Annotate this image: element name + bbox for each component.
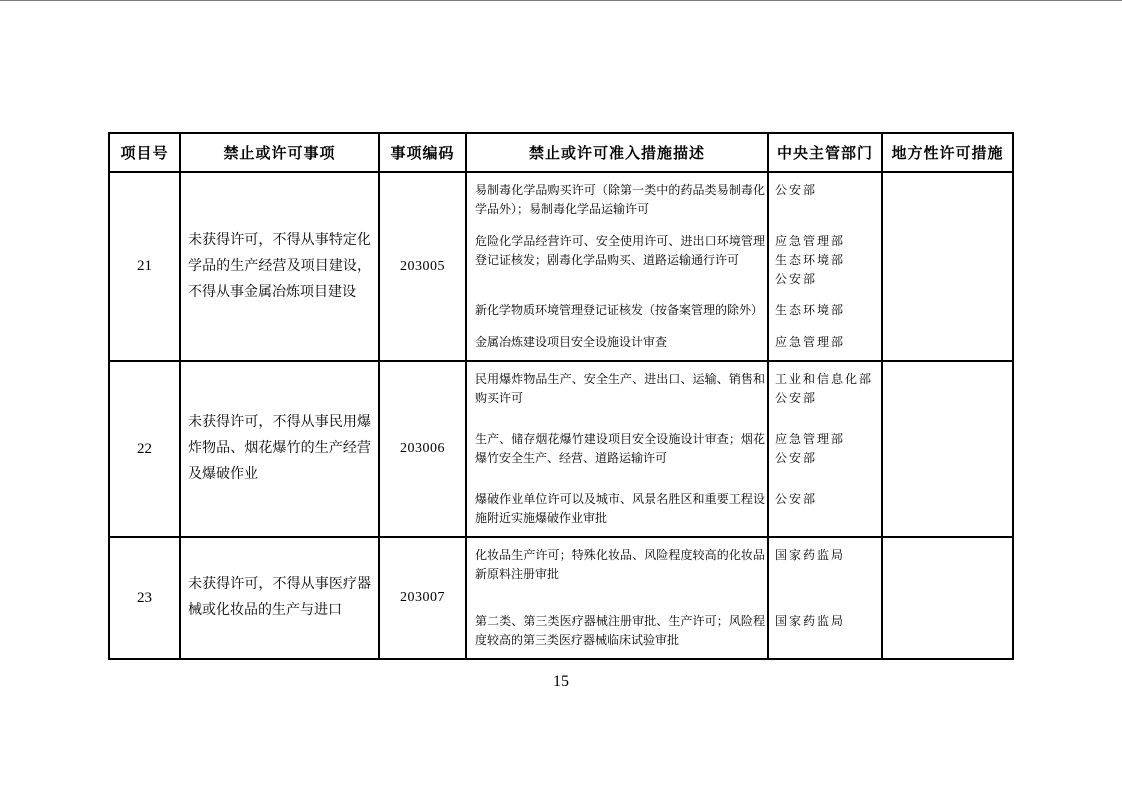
measure-description: 金属冶炼建设项目安全设施设计审查 <box>475 334 668 349</box>
table-row <box>110 362 1012 538</box>
negative-list-table <box>108 132 1014 660</box>
item-cell <box>181 173 380 360</box>
local-measures-cell <box>883 362 1012 536</box>
column-divider <box>767 362 769 536</box>
page-top-edge <box>0 0 1122 1</box>
central-department: 应急管理部 公安部 <box>775 432 846 465</box>
item-number: 21 <box>110 173 181 360</box>
measure-description: 爆破作业单位许可以及城市、风景名胜区和重要工程设施附近实施爆破作业审批 <box>475 492 765 525</box>
central-department: 国家药监局 <box>775 548 846 562</box>
header-item-no: 项目号 <box>110 134 181 171</box>
item-code: 203007 <box>380 538 467 658</box>
column-divider <box>767 538 769 658</box>
central-department: 工业和信息化部 公安部 <box>775 372 874 405</box>
measure-description: 生产、储存烟花爆竹建设项目安全设施设计审查；烟花爆竹安全生产、经营、道路运输许可 <box>475 432 765 465</box>
item-cell <box>181 538 380 658</box>
central-department: 生态环境部 <box>775 303 846 318</box>
table-row <box>110 538 1012 658</box>
local-measures-cell <box>883 173 1012 360</box>
item-code: 203006 <box>380 362 467 536</box>
item-number: 23 <box>110 538 181 658</box>
table-header-row <box>110 134 1012 173</box>
measure-description: 易制毒化学品购买许可（除第一类中的药品类易制毒化学品外）；易制毒化学品运输许可 <box>475 183 765 216</box>
item-description: 未获得许可，不得从事民用爆炸物品、烟花爆竹的生产经营及爆破作业 <box>188 415 371 482</box>
header-measures: 禁止或许可准入措施描述 <box>467 134 769 171</box>
column-divider <box>767 173 769 360</box>
item-cell <box>181 362 380 536</box>
header-item: 禁止或许可事项 <box>181 134 380 171</box>
measure-description: 化妆品生产许可；特殊化妆品、风险程度较高的化妆品新原料注册审批 <box>475 548 765 581</box>
page-number: 15 <box>553 673 569 690</box>
central-department: 国家药监局 <box>775 614 846 628</box>
measure-description: 新化学物质环境管理登记证核发（按备案管理的除外） <box>475 303 764 318</box>
measure-description: 民用爆炸物品生产、安全生产、进出口、运输、销售和购买许可 <box>475 372 765 405</box>
item-code: 203005 <box>380 173 467 360</box>
measure-description: 危险化学品经营许可、安全使用许可、进出口环境管理登记证核发；剧毒化学品购买、道路运输通行许可 <box>475 233 765 267</box>
item-number: 22 <box>110 362 181 536</box>
measures-and-depts-cell <box>467 362 883 536</box>
central-department: 应急管理部 <box>775 334 846 349</box>
header-local-measures: 地方性许可措施 <box>891 146 1004 162</box>
item-description: 未获得许可，不得从事特定化学品的生产经营及项目建设，不得从事金属冶炼项目建设 <box>188 232 371 300</box>
table-row <box>110 173 1012 362</box>
measure-description: 第二类、第三类医疗器械注册审批、生产许可；风险程度较高的第三类医疗器械临床试验审批 <box>475 614 765 647</box>
measures-and-depts-cell <box>467 173 883 360</box>
central-department: 应急管理部 生态环境部 公安部 <box>775 233 846 286</box>
measures-and-depts-cell <box>467 538 883 658</box>
header-central-dept: 中央主管部门 <box>769 134 883 171</box>
item-description: 未获得许可，不得从事医疗器械或化妆品的生产与进口 <box>188 577 371 618</box>
central-department: 公安部 <box>775 492 818 506</box>
central-department: 公安部 <box>775 183 818 197</box>
header-code: 事项编码 <box>380 134 467 171</box>
local-measures-cell <box>883 538 1012 658</box>
